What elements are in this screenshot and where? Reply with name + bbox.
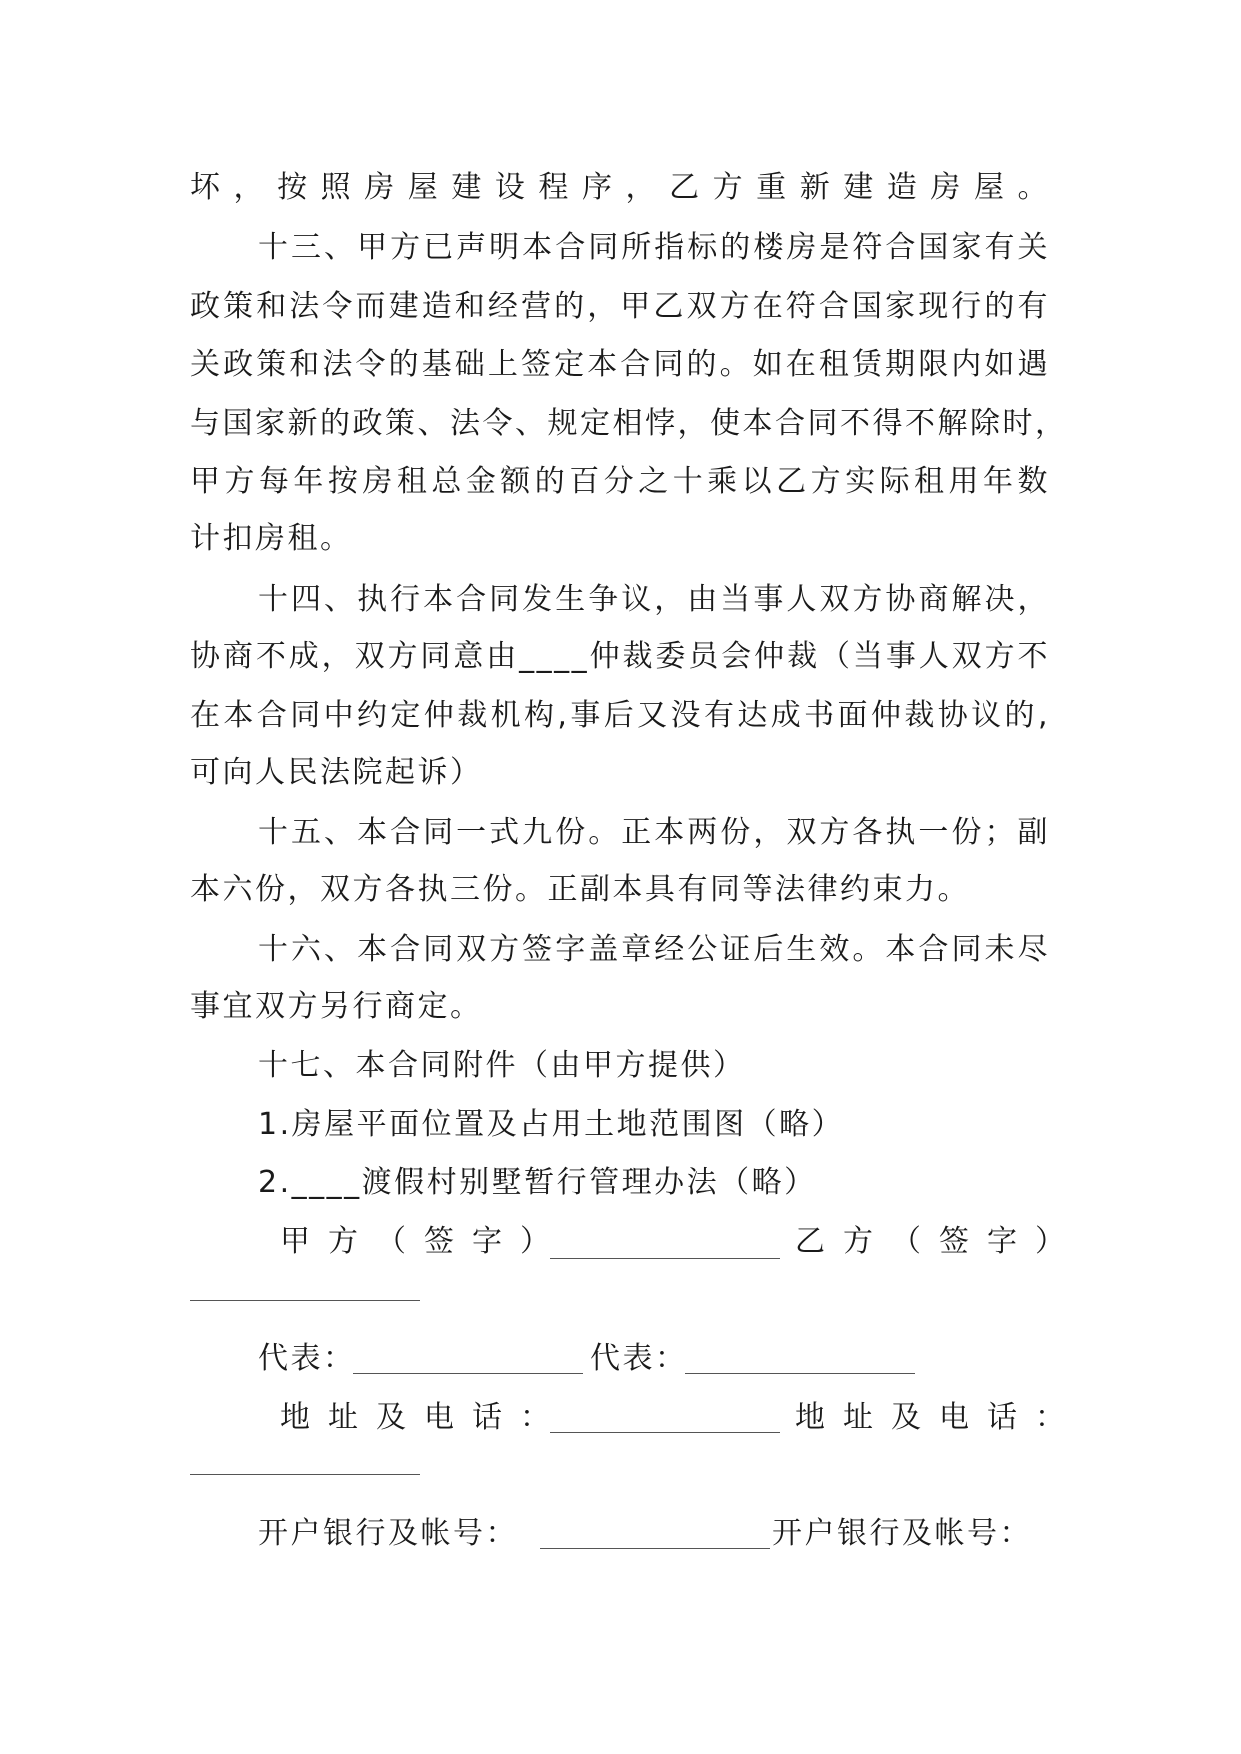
text-line: 十七、本合同附件（由甲方提供） — [258, 1048, 746, 1083]
rep-b-blank — [685, 1373, 915, 1374]
rep-a-label: 代表： — [258, 1341, 356, 1376]
text-line: 协商不成，双方同意由____仲裁委员会仲裁（当事人双方不 — [190, 639, 1050, 674]
party-b-sign-blank — [190, 1300, 420, 1301]
text-line: 计扣房租。 — [190, 521, 353, 556]
text-line: 十六、本合同双方签字盖章经公证后生效。本合同未尽 — [258, 932, 1050, 967]
rep-a-blank — [353, 1373, 583, 1374]
party-b-sign-label: 乙方（签字） — [795, 1224, 1083, 1259]
text-line: 十五、本合同一式九份。正本两份，双方各执一份；副 — [258, 815, 1050, 850]
bank-b-label: 开户银行及帐号： — [772, 1516, 1032, 1551]
text-line: 本六份，双方各执三份。正副本具有同等法律约束力。 — [190, 872, 970, 907]
text-line: 1.房屋平面位置及占用土地范围图（略） — [258, 1107, 845, 1142]
bank-a-blank — [540, 1548, 770, 1549]
text-line: 政策和法令而建造和经营的，甲乙双方在符合国家现行的有 — [190, 289, 1050, 324]
text-line: 可向人民法院起诉） — [190, 755, 483, 790]
text-line: 关政策和法令的基础上签定本合同的。如在租赁期限内如遇 — [190, 347, 1050, 382]
text-line: 坏，按照房屋建设程序，乙方重新建造房屋。 — [190, 170, 1050, 205]
addr-b-blank — [190, 1474, 420, 1475]
bank-a-label: 开户银行及帐号： — [258, 1516, 518, 1551]
text-line: 在本合同中约定仲裁机构,事后又没有达成书面仲裁协议的, — [190, 698, 1050, 733]
party-a-sign-label: 甲方（签字） — [280, 1224, 568, 1259]
rep-b-label: 代表： — [590, 1341, 688, 1376]
addr-a-blank — [550, 1432, 780, 1433]
text-line: 事宜双方另行商定。 — [190, 989, 483, 1024]
text-line: 与国家新的政策、法令、规定相悖，使本合同不得不解除时， — [190, 406, 1068, 441]
text-line: 甲方每年按房租总金额的百分之十乘以乙方实际租用年数 — [190, 464, 1050, 499]
text-line: 2.____渡假村别墅暂行管理办法（略） — [258, 1165, 817, 1200]
text-line: 十三、甲方已声明本合同所指标的楼房是符合国家有关 — [258, 230, 1050, 265]
addr-b-label: 地址及电话： — [795, 1400, 1083, 1435]
addr-a-label: 地址及电话： — [280, 1400, 568, 1435]
text-line: 十四、执行本合同发生争议，由当事人双方协商解决， — [258, 582, 1050, 617]
party-a-sign-blank — [550, 1258, 780, 1259]
